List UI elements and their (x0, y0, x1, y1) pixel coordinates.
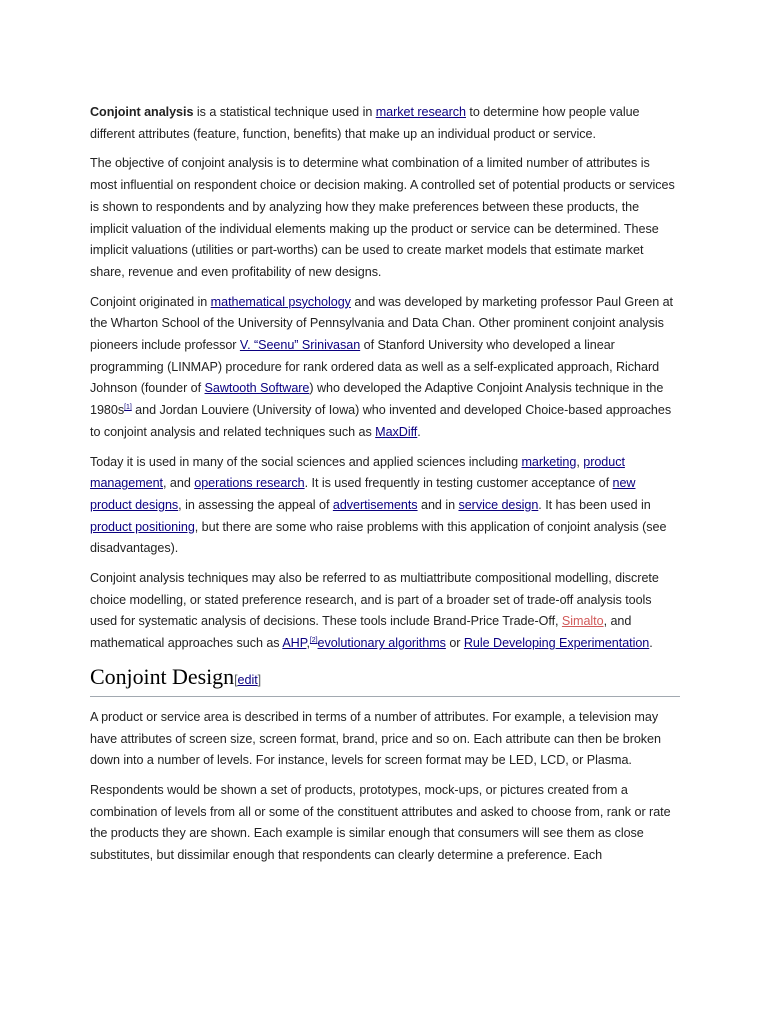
link-maxdiff[interactable]: MaxDiff (375, 424, 418, 439)
text-run: , in assessing the appeal of (178, 497, 333, 512)
text-run: Conjoint originated in (90, 294, 211, 309)
text-run: , (576, 454, 584, 469)
link-market-research[interactable]: market research (375, 105, 466, 119)
article-body (90, 102, 680, 875)
section-heading-text: Conjoint Design (90, 663, 235, 689)
text-run: and Jordan Louviere (University of Iowa) who invented and developed Choice-based approaches to conjoint analysis and related techniques such as (90, 403, 672, 439)
text-run: , and mathematical approaches such as (90, 614, 632, 651)
link-operations-research[interactable]: operations research (194, 476, 305, 491)
text-run: and in (417, 497, 459, 512)
text-run: , and (163, 476, 195, 491)
design-paragraph-1: A product or service area is described in terms of a number of attributes. For example, a television may have attributes of screen size, screen format, brand, price and so on. Each attribute can then be broken down into a number of levels. For instance, levels for screen format may be LED, LCD, or Plasma. (90, 709, 661, 768)
text-run: Conjoint analysis techniques may also be referred to as multiattribute compositional modelling, discrete choice modelling, or stated preference research, and is part of a broader set of trade-off analysis tools used for systematic analysis of decisions. These tools include Brand-Price Trade-Off, (90, 571, 659, 629)
edit-bracket-close: ] (257, 672, 262, 687)
term-conjoint-analysis: Conjoint analysis (90, 105, 194, 119)
text-run: , but there are some who raise problems with this application of conjoint analysis (see disadvantages). (90, 519, 667, 556)
text-run: . (649, 636, 653, 651)
link-sawtooth-software[interactable]: Sawtooth Software (204, 381, 310, 396)
intro-paragraph-1 (90, 102, 680, 145)
link-product-positioning[interactable]: product positioning (90, 519, 195, 534)
link-product-management[interactable]: product management (90, 454, 625, 491)
link-marketing[interactable]: marketing (521, 454, 577, 469)
section-heading-conjoint-design (90, 663, 680, 697)
link-mathematical-psychology[interactable]: mathematical psychology (210, 294, 351, 309)
text-run: of Stanford University who developed a linear programming (LINMAP) procedure for rank ordered data as well as a self-explicated approach, Richard Johnson (founder of (90, 338, 660, 396)
intro-paragraph-2: The objective of conjoint analysis is to determine what combination of a limited number of attributes is most influential on respondent choice or decision making. A controlled set of potential products or services is shown to respondents and by analyzing how they make preferences between these products, the implicit valuation of the individual elements making up the product or service can be determined. These implicit valuations (utilities or part-worths) can be used to create market models that estimate market share, revenue and even profitability of new designs. (90, 156, 675, 279)
text-run: or (445, 636, 464, 651)
link-service-design[interactable]: service design (458, 497, 539, 512)
link-advertisements[interactable]: advertisements (332, 497, 418, 512)
text-run: to determine how people value different attributes (feature, function, benefits) that make up an individual product or service. (90, 105, 640, 141)
reference-2[interactable]: [2] (309, 637, 318, 645)
intro-paragraph-5 (90, 568, 680, 655)
reference-1[interactable]: [1] (124, 404, 132, 412)
link-ahp[interactable]: AHP (282, 636, 307, 651)
text-run: Today it is used in many of the social sciences and applied sciences including (90, 454, 522, 469)
link-rule-developing-experimentation[interactable]: Rule Developing Experimentation (463, 636, 650, 651)
intro-paragraph-4 (90, 452, 680, 561)
edit-section-link[interactable]: edit (237, 672, 258, 687)
link-simalto[interactable]: Simalto (561, 614, 604, 629)
text-run: and was developed by marketing professor Paul Green at the Wharton School of the University of Pennsylvania and Data Chan. Other prominent conjoint analysis pioneers include professor (90, 294, 673, 353)
text-run: . It is used frequently in testing customer acceptance of (304, 476, 613, 491)
text-run: ) who developed the Adaptive Conjoint Analysis technique in the 1980s (90, 381, 664, 418)
edit-section-control (234, 673, 261, 687)
text-run: . (417, 424, 421, 439)
design-paragraph-2: Respondents would be shown a set of products, prototypes, mock-ups, or pictures created from a combination of levels from all or some of the constituent attributes and asked to choose from, rank or rate the products they are shown. Each example is similar enough that consumers will see them as close substitutes, but dissimilar enough that respondents can clearly determine a preference. Each (90, 782, 671, 863)
edit-bracket-open: [ (234, 672, 238, 687)
text-run: , (306, 636, 310, 651)
link-srinivasan[interactable]: V. “Seenu” Srinivasan (239, 338, 361, 353)
intro-paragraph-3 (90, 292, 680, 444)
text-run: . It has been used in (538, 497, 651, 512)
link-evolutionary-algorithms[interactable]: evolutionary algorithms (317, 636, 446, 651)
link-new-product-designs[interactable]: new product designs (90, 476, 636, 512)
text-run: is a statistical technique used in (193, 105, 376, 119)
